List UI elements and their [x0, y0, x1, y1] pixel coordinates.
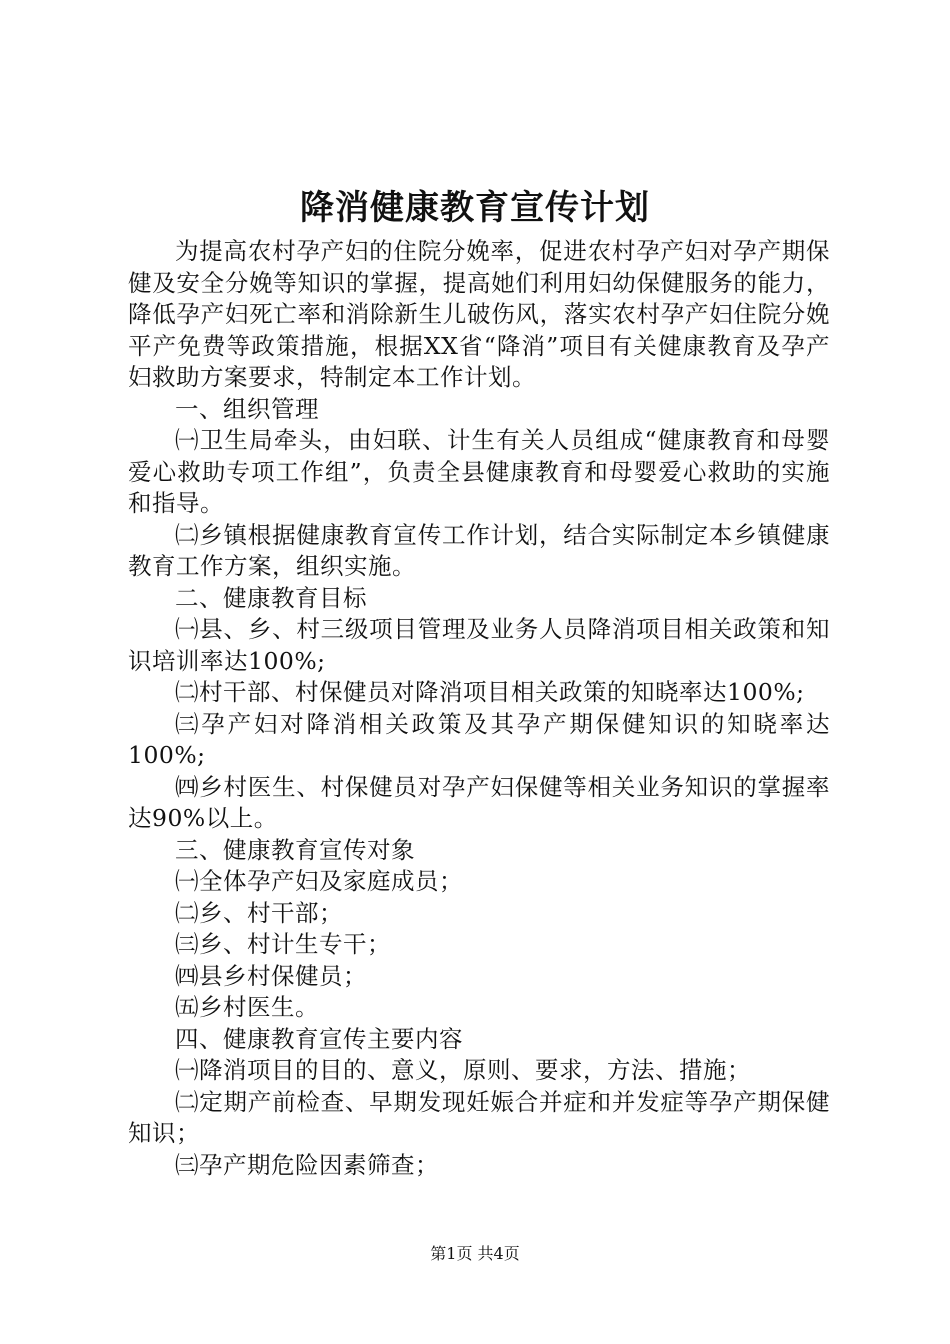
paragraph: ㈡村干部、村保健员对降消项目相关政策的知晓率达100%; — [175, 678, 805, 706]
list-item: ㈠全体孕产妇及家庭成员； — [175, 867, 463, 895]
paragraph: ㈠县、乡、村三级项目管理及业务人员降消项目相关政策和知识培训率达100%; — [128, 615, 830, 675]
intro-paragraph: 为提高农村孕产妇的住院分娩率，促进农村孕产妇对孕产期保健及安全分娩等知识的掌握，提高她们利用妇幼保健服务的能力，降低孕产妇死亡率和消除新生儿破伤风，落实农村孕产妇住院分娩平产免费等政策措施，根据XX省“降消”项目有关健康教育及孕产妇救助方案要求，特制定本工作计划。 — [128, 237, 830, 391]
paragraph: ㈡乡镇根据健康教育宣传工作计划，结合实际制定本乡镇健康教育工作方案，组织实施。 — [128, 520, 830, 580]
list-item: ㈢孕产期危险因素筛查； — [175, 1150, 439, 1179]
list-item: ㈡乡、村干部； — [175, 898, 343, 927]
page-number-footer: 第1页 共4页 — [430, 1244, 520, 1263]
list-item: ㈤乡村医生。 — [175, 993, 319, 1021]
list-item: ㈡定期产前检查、早期发现妊娠合并症和并发症等孕产期保健知识； — [128, 1087, 830, 1147]
document-body — [128, 236, 830, 1181]
section-heading-content: 四、健康教育宣传主要内容 — [175, 1024, 463, 1053]
paragraph: ㈢孕产妇对降消相关政策及其孕产期保健知识的知晓率达100%; — [128, 709, 830, 769]
paragraph: ㈣乡村医生、村保健员对孕产妇保健等相关业务知识的掌握率达90%以上。 — [128, 772, 830, 832]
list-item: ㈠降消项目的目的、意义，原则、要求，方法、措施； — [175, 1056, 751, 1084]
section-heading-audience: 三、健康教育宣传对象 — [175, 835, 415, 864]
list-item: ㈣县乡村保健员； — [175, 961, 367, 990]
list-item: ㈢乡、村计生专干； — [175, 930, 391, 958]
section-heading-organization: 一、组织管理 — [175, 394, 319, 423]
section-heading-goals: 二、健康教育目标 — [175, 583, 367, 612]
document-title: 降消健康教育宣传计划 — [300, 188, 650, 228]
paragraph: ㈠卫生局牵头，由妇联、计生有关人员组成“健康教育和母婴爱心救助专项工作组”，负责全县健康教育和母婴爱心救助的实施和指导。 — [128, 426, 830, 517]
